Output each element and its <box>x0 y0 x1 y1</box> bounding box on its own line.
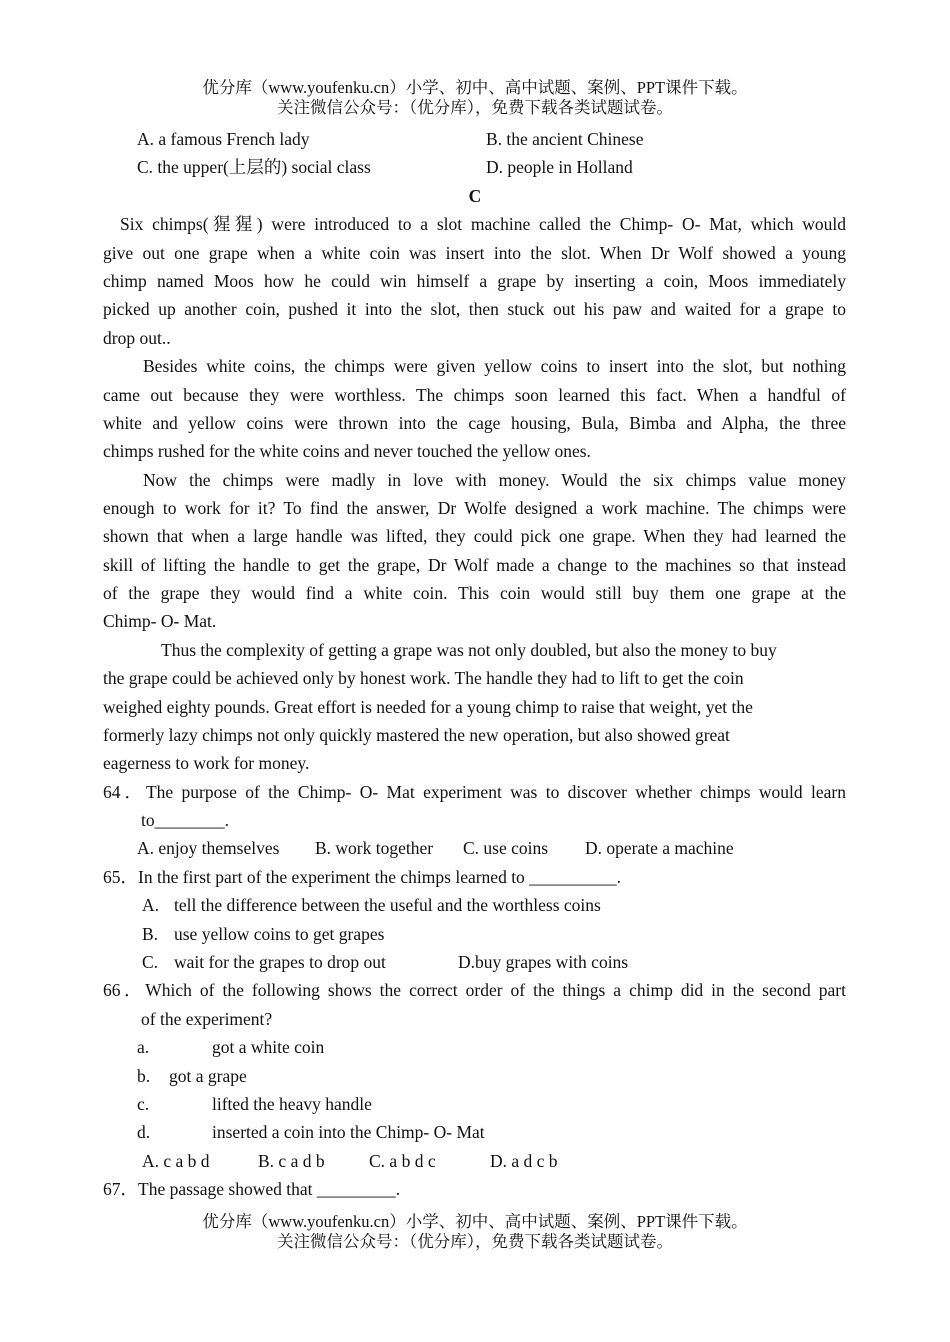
q64-option-d: D. operate a machine <box>585 838 734 858</box>
passage-p3-line-5: of the grape they would find a white coin. This coin would still buy them one grape at the <box>103 583 846 603</box>
q66-item-c-letter: c. <box>137 1094 150 1114</box>
passage-p1-line-3: chimp named Moos how he could win himself a grape by inserting a coin, Moos immediately <box>103 271 846 291</box>
q66-option-a: A. c a b d <box>142 1151 210 1171</box>
q64-stem-line-2: to________. <box>141 810 229 830</box>
q66-item-a-letter: a. <box>137 1037 150 1057</box>
header-line-1: 优分库（www.youfenku.cn）小学、初中、高中试题、案例、PPT课件下载。 <box>202 78 748 97</box>
q66-item-c: lifted the heavy handle <box>212 1094 372 1114</box>
q66-item-d: inserted a coin into the Chimp- O- Mat <box>212 1122 485 1142</box>
prev-option-a: A. a famous French lady <box>137 129 310 149</box>
passage-p3-line-3: shown that when a large handle was lifted, they could pick one grape. When they had learned the <box>103 526 846 546</box>
footer-line-2: 关注微信公众号：（优分库），免费下载各类试题试卷。 <box>277 1232 673 1251</box>
section-label: C <box>468 186 482 206</box>
passage-p4-line-4: formerly lazy chimps not only quickly mastered the new operation, but also showed great <box>103 725 730 745</box>
passage-p4-line-1: Thus the complexity of getting a grape was not only doubled, but also the money to buy <box>161 640 777 660</box>
footer-line-1: 优分库（www.youfenku.cn）小学、初中、高中试题、案例、PPT课件下载。 <box>202 1212 748 1231</box>
passage-p4-line-2: the grape could be achieved only by honest work. The handle they had to lift to get the coin <box>103 668 744 688</box>
q66-stem-line-2: of the experiment? <box>141 1009 273 1029</box>
passage-p3-line-1: Now the chimps were madly in love with money. Would the six chimps value money <box>143 470 846 490</box>
prev-option-c: C. the upper(上层的) social class <box>137 157 371 177</box>
q67-stem: 67．The passage showed that _________. <box>103 1179 400 1199</box>
q64-option-c: C. use coins <box>463 838 549 858</box>
q65-option-d: D.buy grapes with coins <box>458 952 629 972</box>
passage-p2-line-4: chimps rushed for the white coins and never touched the yellow ones. <box>103 441 591 461</box>
q65-option-b-letter: B. <box>142 924 159 944</box>
q65-option-a: tell the difference between the useful and the worthless coins <box>174 895 601 915</box>
q66-stem-line-1: 66．Which of the following shows the correct order of the things a chimp did in the second part <box>103 980 846 1000</box>
passage-p3-line-6: Chimp- O- Mat. <box>103 611 217 631</box>
q66-item-d-letter: d. <box>137 1122 151 1142</box>
passage-p3-line-4: skill of lifting the handle to get the grape, Dr Wolf made a change to the machines so that instead <box>103 555 846 575</box>
q66-option-d: D. a d c b <box>490 1151 558 1171</box>
q65-option-c: wait for the grapes to drop out <box>174 952 386 972</box>
q64-stem-line-1: 64．The purpose of the Chimp- O- Mat experiment was to discover whether chimps would learn <box>103 782 846 802</box>
passage-p1-line-1: Six chimps(猩猩) were introduced to a slot machine called the Chimp- O- Mat, which would <box>120 214 846 234</box>
prev-option-b: B. the ancient Chinese <box>486 129 644 149</box>
passage-p2-line-1: Besides white coins, the chimps were given yellow coins to insert into the slot, but nothing <box>143 356 846 376</box>
header-line-2: 关注微信公众号：（优分库），免费下载各类试题试卷。 <box>277 98 673 117</box>
q65-stem: 65．In the first part of the experiment the chimps learned to __________. <box>103 867 622 887</box>
passage-p1-line-5: drop out.. <box>103 328 171 348</box>
passage-p4-line-5: eagerness to work for money. <box>103 753 310 773</box>
q66-item-a: got a white coin <box>212 1037 325 1057</box>
q64-option-a: A. enjoy themselves <box>137 838 280 858</box>
passage-p1-line-2: give out one grape when a white coin was insert into the slot. When Dr Wolf showed a young <box>103 243 846 263</box>
q65-option-b: use yellow coins to get grapes <box>174 924 385 944</box>
q64-option-b: B. work together <box>315 838 434 858</box>
q66-item-b: got a grape <box>169 1066 247 1086</box>
prev-option-d: D. people in Holland <box>486 157 633 177</box>
passage-p2-line-3: white and yellow coins were thrown into the cage housing, Bula, Bimba and Alpha, the three <box>103 413 846 433</box>
passage-p1-line-4: picked up another coin, pushed it into the slot, then stuck out his paw and waited for a grape to <box>103 299 846 319</box>
passage-p3-line-2: enough to work for it? To find the answer, Dr Wolfe designed a work machine. The chimps were <box>103 498 846 518</box>
q66-option-c: C. a b d c <box>369 1151 436 1171</box>
passage-p4-line-3: weighed eighty pounds. Great effort is needed for a young chimp to raise that weight, yet the <box>103 697 753 717</box>
q66-option-b: B. c a d b <box>258 1151 325 1171</box>
passage-p2-line-2: came out because they were worthless. The chimps soon learned this fact. When a handful of <box>103 385 846 405</box>
q65-option-a-letter: A. <box>142 895 160 915</box>
q66-item-b-letter: b. <box>137 1066 151 1086</box>
q65-option-c-letter: C. <box>142 952 159 972</box>
